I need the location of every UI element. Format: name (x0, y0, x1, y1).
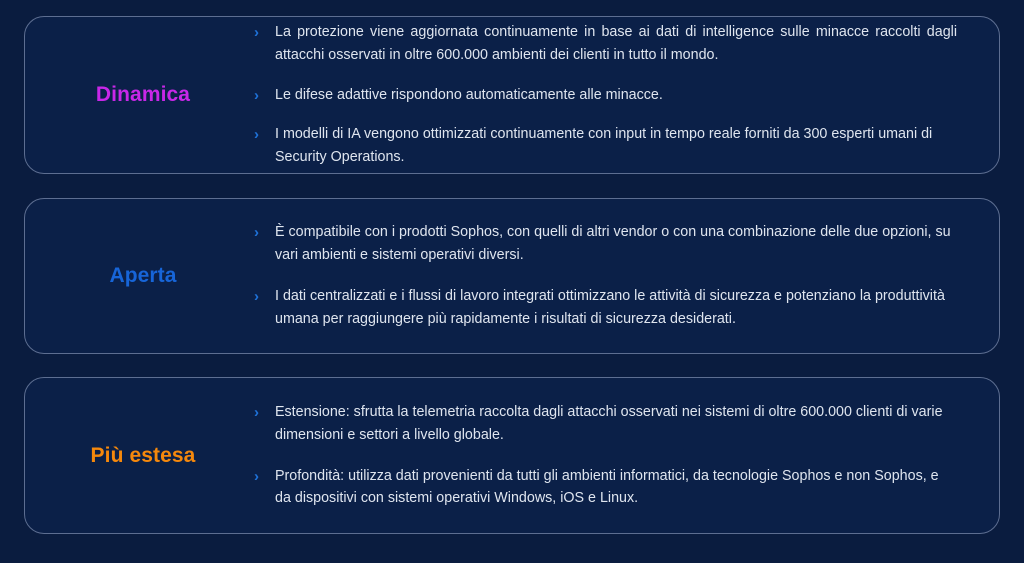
feature-card-dinamica (24, 16, 1000, 174)
bullet-text: Profondità: utilizza dati provenienti da tutti gli ambienti informatici, da tecnologie Sophos e non Sophos, e da dispositivi con sistemi operativi Windows, iOS e Linux. (275, 467, 939, 507)
card-body-aperta (253, 221, 999, 331)
chevron-right-icon: › (254, 126, 259, 144)
bullet-text: Le difese adattive rispondono automaticamente alle minacce. (275, 86, 663, 103)
chevron-right-icon: › (254, 23, 259, 41)
chevron-right-icon: › (254, 224, 259, 242)
feature-card-aperta (24, 198, 1000, 354)
card-title-container (25, 247, 253, 305)
chevron-right-icon: › (254, 403, 259, 421)
bullet-list-piu-estesa (253, 401, 957, 511)
bullet-text: I dati centralizzati e i flussi di lavoro integrati ottimizzano le attività di sicurezza e potenziano la produttività umana per raggiungere più rapidamente i risultati di sicurezza desiderati. (275, 288, 945, 327)
chevron-right-icon: › (254, 86, 259, 104)
card-body-dinamica (253, 21, 999, 169)
card-title-container (25, 66, 253, 124)
list-item (253, 401, 957, 447)
bullet-text: È compatibile con i prodotti Sophos, con quelli di altri vendor o con una combinazione delle due opzioni, su vari ambienti e sistemi operativi diversi. (275, 224, 951, 264)
card-title-piu-estesa: Più estesa (90, 443, 196, 467)
list-item (253, 221, 957, 267)
card-body-piu-estesa (253, 401, 999, 511)
card-title-dinamica: Dinamica (95, 83, 191, 107)
card-title-aperta: Aperta (109, 264, 177, 288)
list-item (253, 84, 957, 107)
list-item (253, 285, 957, 331)
bullet-text: Estensione: sfrutta la telemetria raccolta dagli attacchi osservati nei sistemi di oltre 600.000 clienti di varie dimensioni e settori a livello globale. (275, 403, 943, 443)
chevron-right-icon: › (254, 467, 259, 485)
bullet-list-dinamica (253, 21, 957, 169)
list-item (253, 123, 957, 169)
feature-card-piu-estesa (24, 377, 1000, 534)
bullet-text: La protezione viene aggiornata continuamente in base ai dati di intelligence sulle minacce raccolti dagli attacchi osservati in oltre 600.000 ambienti dei clienti in tutto il mondo. (275, 23, 957, 63)
bullet-list-aperta (253, 221, 957, 331)
list-item (253, 465, 957, 511)
card-title-container (25, 427, 253, 485)
bullet-text: I modelli di IA vengono ottimizzati continuamente con input in tempo reale forniti da 300 esperti umani di Security Operations. (275, 126, 933, 166)
chevron-right-icon: › (254, 288, 259, 305)
list-item (253, 21, 957, 67)
